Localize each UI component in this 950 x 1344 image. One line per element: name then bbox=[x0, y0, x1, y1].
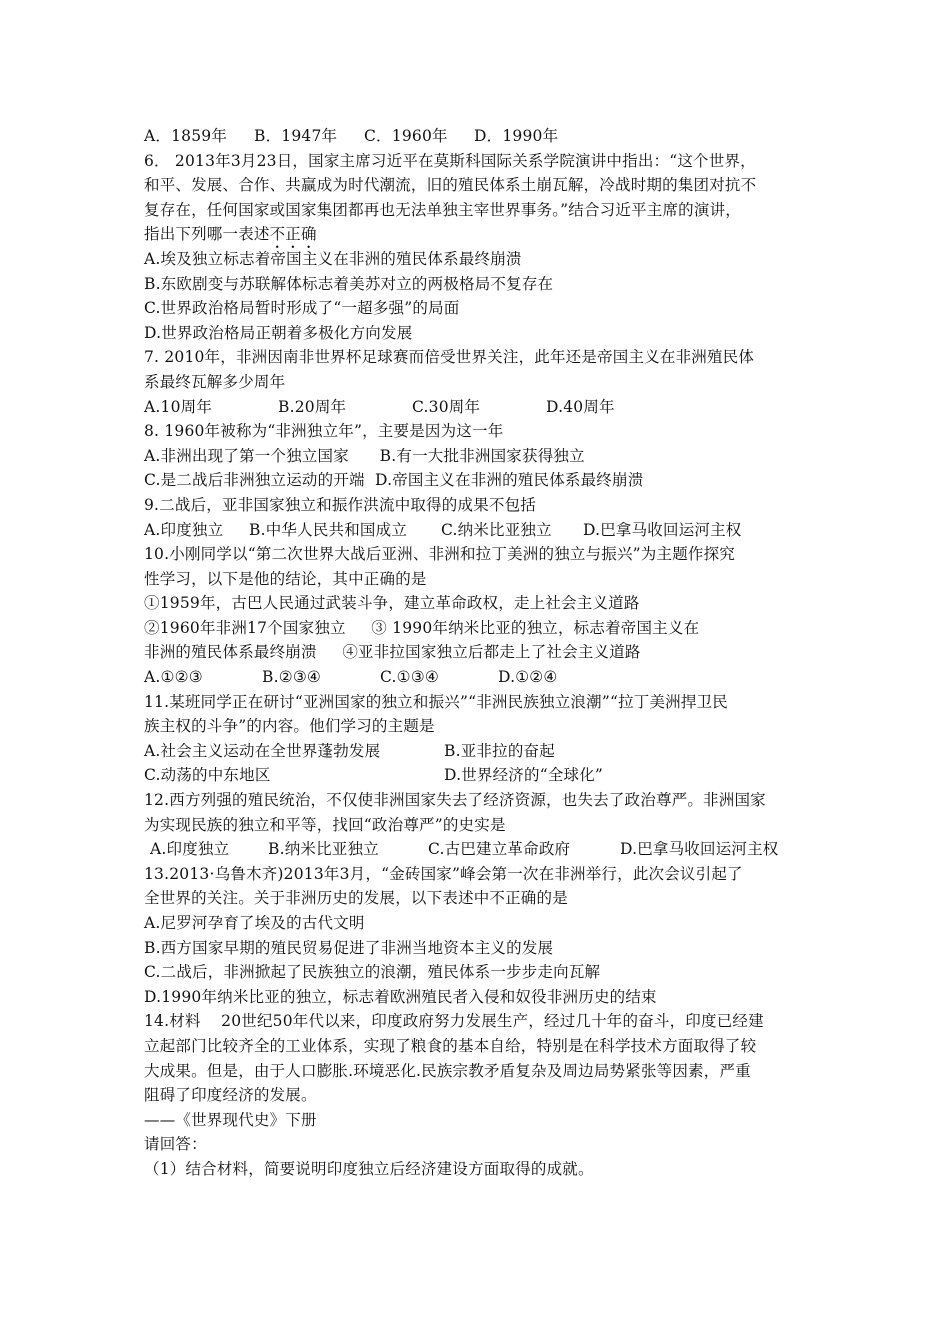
q5-option-c: C．1960年 bbox=[364, 127, 448, 145]
q11-options-row bbox=[144, 739, 824, 764]
q8-options-line: C.是二战后非洲独立运动的开端 D.帝国主义在非洲的殖民体系最终崩溃 bbox=[144, 471, 644, 490]
q6-stem-line: 6． 2013年3月23日，国家主席习近平在莫斯科国际关系学院演讲中指出：“这个世界， bbox=[144, 151, 756, 170]
q10-option-d: D.①②④ bbox=[498, 668, 558, 687]
q14-material-line: 立起部门比较齐全的工业体系，实现了粮食的基本自给，特别是在科学技术方面取得了较 bbox=[144, 1036, 757, 1055]
q11-option-a: A.社会主义运动在全世界蓬勃发展 bbox=[144, 741, 381, 760]
q6-stem-line: 复存在，任何国家或国家集团都再也无法单独主宰世界事务。”结合习近平主席的演讲， bbox=[144, 200, 741, 219]
q8-options-line: A.非洲出现了第一个独立国家 B.有一大批非洲国家获得独立 bbox=[144, 446, 585, 465]
q10-option-a: A.①②③ bbox=[144, 668, 203, 687]
q10-statement-line: ①1959年，古巴人民通过武装斗争，建立革命政权，走上社会主义道路 bbox=[144, 594, 640, 613]
q6-stem-line: 和平、发展、合作、共赢成为时代潮流，旧的殖民体系土崩瓦解，冷战时期的集团对抗不 bbox=[144, 176, 757, 195]
q10-stem-line: 性学习，以下是他的结论，其中正确的是 bbox=[144, 569, 427, 588]
q11-option-d: D.世界经济的“全球化” bbox=[444, 766, 604, 785]
q7-options bbox=[144, 395, 824, 420]
q10-option-b: B.②③④ bbox=[262, 668, 322, 687]
q14-material-line: 阻碍了印度经济的发展。 bbox=[144, 1086, 317, 1105]
q11-option-c: C.动荡的中东地区 bbox=[144, 766, 271, 785]
q13-option-c: C.二战后，非洲掀起了民族独立的浪潮，殖民体系一步步走向瓦解 bbox=[144, 963, 601, 982]
q5-options bbox=[144, 124, 824, 149]
q10-statement-line: ②1960年非洲17个国家独立 ③ 1990年纳米比亚的独立，标志着帝国主义在 bbox=[144, 618, 700, 637]
q13-stem-line: 13.2013·乌鲁木齐)2013年3月，“金砖国家”峰会第一次在非洲举行，此次会议引起了 bbox=[144, 864, 743, 883]
q10-statement-line: 非洲的殖民体系最终崩溃 ④亚非拉国家独立后都走上了社会主义道路 bbox=[144, 643, 641, 662]
q13-stem-line: 全世界的关注。关于非洲历史的发展，以下表述中不正确的是 bbox=[144, 889, 568, 908]
q6-stem-last-line bbox=[144, 222, 824, 247]
q13-option-a: A.尼罗河孕育了埃及的古代文明 bbox=[144, 914, 365, 932]
q14-material-line: 14.材料 20世纪50年代以来，印度政府努力发展生产，经过几十年的奋斗，印度已经建 bbox=[144, 1012, 764, 1031]
q9-options bbox=[144, 518, 824, 543]
q11-stem-line: 11.某班同学正在研讨“亚洲国家的独立和振兴”“非洲民族独立浪潮”“拉丁美洲捍卫民 bbox=[144, 692, 728, 711]
q13-option-d: D.1990年纳米比亚的独立，标志着欧洲殖民者入侵和奴役非洲历史的结束 bbox=[144, 987, 657, 1006]
q9-option-b: B.中华人民共和国成立 bbox=[249, 520, 408, 539]
q9-option-a: A.印度独立 bbox=[144, 520, 224, 539]
q12-options bbox=[144, 837, 824, 862]
q10-stem-line: 10.小刚同学以“第二次世界大战后亚洲、非洲和拉丁美洲的独立与振兴”为主题作探究 bbox=[144, 545, 736, 564]
q6-option-a: A.埃及独立标志着帝国主义在非洲的殖民体系最终崩溃 bbox=[144, 249, 522, 268]
q12-stem-line: 为实现民族的独立和平等，找回“政治尊严”的史实是 bbox=[144, 815, 506, 834]
q11-options-row bbox=[144, 763, 824, 788]
q6-emphasis-text: 不正确 bbox=[269, 225, 317, 244]
q8-stem: 8. 1960年被称为“非洲独立年”，主要是因为这一年 bbox=[144, 422, 504, 441]
q12-option-a: A.印度独立 bbox=[150, 840, 230, 859]
q5-option-a: A．1859年 bbox=[144, 127, 228, 145]
q7-stem-line: 系最终瓦解多少周年 bbox=[144, 372, 286, 391]
q9-option-d: D.巴拿马收回运河主权 bbox=[583, 520, 742, 539]
q9-stem: 9.二战后，亚非国家独立和振作洪流中取得的成果不包括 bbox=[144, 495, 536, 514]
q12-stem-line: 12.西方列强的殖民统治，不仅使非洲国家失去了经济资源，也失去了政治尊严。非洲国家 bbox=[144, 791, 766, 810]
q10-option-c: C.①③④ bbox=[380, 668, 439, 687]
q13-option-b: B.西方国家早期的殖民贸易促进了非洲当地资本主义的发展 bbox=[144, 938, 554, 957]
q6-option-b: B.东欧剧变与苏联解体标志着美苏对立的两极格局不复存在 bbox=[144, 274, 554, 293]
q11-option-b: B.亚非拉的奋起 bbox=[444, 741, 555, 760]
q14-subquestion-1: （1）结合材料，简要说明印度独立后经济建设方面取得的成就。 bbox=[144, 1159, 594, 1178]
q14-source: ——《世界现代史》下册 bbox=[144, 1110, 317, 1129]
q12-option-d: D.巴拿马收回运河主权 bbox=[620, 840, 779, 859]
q12-option-b: B.纳米比亚独立 bbox=[268, 840, 379, 859]
q9-option-c: C.纳米比亚独立 bbox=[441, 520, 552, 539]
q12-option-c: C.古巴建立革命政府 bbox=[428, 840, 571, 859]
q10-options bbox=[144, 665, 824, 690]
q5-option-b: B．1947年 bbox=[254, 127, 338, 145]
q5-option-d: D．1990年 bbox=[474, 127, 559, 145]
q7-option-d: D.40周年 bbox=[546, 397, 615, 416]
q7-stem-line: 7. 2010年，非洲因南非世界杯足球赛而倍受世界关注，此年还是帝国主义在非洲殖民体 bbox=[144, 348, 755, 367]
q7-option-c: C.30周年 bbox=[412, 397, 481, 416]
q14-material-line: 大成果。但是，由于人口膨胀.环境恶化.民族宗教矛盾复杂及周边局势紧张等因素，严重 bbox=[144, 1061, 751, 1080]
q6-option-d: D.世界政治格局正朝着多极化方向发展 bbox=[144, 323, 413, 342]
q6-stem-prefix: 指出下列哪一表述 bbox=[144, 225, 270, 244]
q7-option-b: B.20周年 bbox=[278, 397, 347, 416]
q14-prompt: 请回答： bbox=[144, 1135, 207, 1154]
q7-option-a: A.10周年 bbox=[144, 397, 213, 416]
q6-option-c: C.世界政治格局暂时形成了“一超多强”的局面 bbox=[144, 299, 460, 318]
q11-stem-line: 族主权的斗争”的内容。他们学习的主题是 bbox=[144, 717, 435, 736]
question-content bbox=[144, 124, 824, 1182]
